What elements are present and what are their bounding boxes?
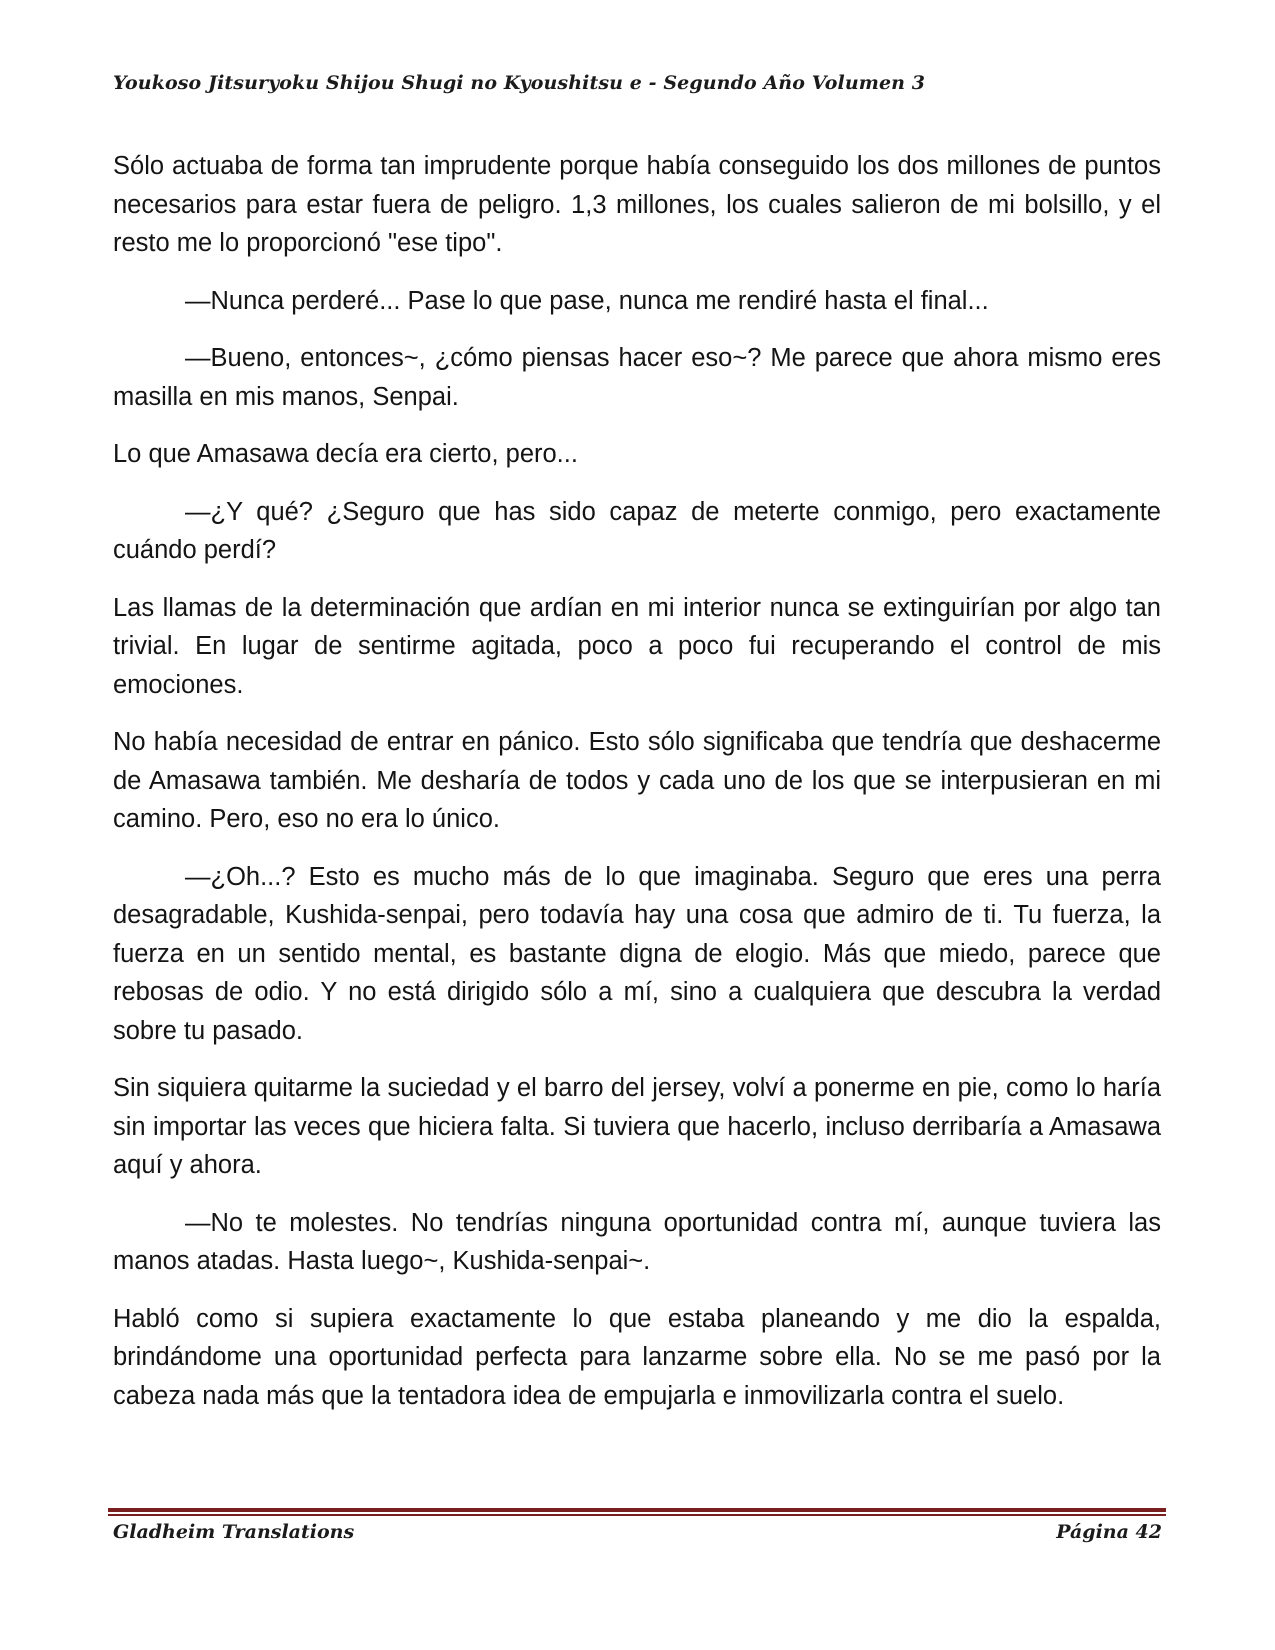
footer-divider-thick bbox=[108, 1508, 1166, 1512]
dialogue-paragraph: —Bueno, entonces~, ¿cómo piensas hacer eso~? Me parece que ahora mismo eres masilla en mis manos, Senpai. bbox=[113, 344, 1161, 411]
footer-divider-thin bbox=[108, 1514, 1166, 1516]
paragraph: Lo que Amasawa decía era cierto, pero... bbox=[113, 440, 578, 468]
paragraph: No había necesidad de entrar en pánico. Esto sólo significaba que tendría que deshacerme de Amasawa también. Me desharía de todos y cada uno de los que se interpusieran en mi camino. Pero, eso no era lo único. bbox=[113, 728, 1161, 833]
paragraph: Habló como si supiera exactamente lo que estaba planeando y me dio la espalda, brindándome una oportunidad perfecta para lanzarme sobre ella. No se me pasó por la cabeza nada más que la tentadora idea de empujarla e inmovilizarla contra el suelo. bbox=[113, 1304, 1161, 1410]
footer-page-number: Página 42 bbox=[1056, 1521, 1162, 1543]
paragraph: Las llamas de la determinación que ardían en mi interior nunca se extinguirían por algo tan trivial. En lugar de sentirme agitada, poco a poco fui recuperando el control de mis emociones. bbox=[113, 593, 1161, 699]
dialogue-paragraph: —Nunca perderé... Pase lo que pase, nunca me rendiré hasta el final... bbox=[185, 286, 989, 315]
dialogue-paragraph: —No te molestes. No tendrías ninguna oportunidad contra mí, aunque tuviera las manos atadas. Hasta luego~, Kushida-senpai~. bbox=[113, 1208, 1161, 1275]
paragraph: Sólo actuaba de forma tan imprudente porque había conseguido los dos millones de puntos necesarios para estar fuera de peligro. 1,3 millones, los cuales salieron de mi bolsillo, y el resto me lo proporcionó "ese tipo". bbox=[113, 152, 1161, 257]
paragraph: Sin siquiera quitarme la suciedad y el barro del jersey, volví a ponerme en pie, como lo haría sin importar las veces que hiciera falta. Si tuviera que hacerlo, incluso derribaría a Amasawa aquí y ahora. bbox=[113, 1074, 1161, 1179]
page-header-title: Youkoso Jitsuryoku Shijou Shugi no Kyoushitsu e - Segundo Año Volumen 3 bbox=[113, 72, 926, 94]
footer-translator-name: Gladheim Translations bbox=[113, 1521, 355, 1543]
footer-divider bbox=[108, 1508, 1166, 1516]
page-body bbox=[113, 147, 1161, 1434]
dialogue-paragraph: —¿Oh...? Esto es mucho más de lo que imaginaba. Seguro que eres una perra desagradable, Kushida-senpai, pero todavía hay una cosa que admiro de ti. Tu fuerza, la fuerza en un sentido mental, es bastante digna de elogio. Más que miedo, parece que rebosas de odio. Y no está dirigido sólo a mí, sino a cualquiera que descubra la verdad sobre tu pasado. bbox=[113, 862, 1161, 1045]
dialogue-paragraph: —¿Y qué? ¿Seguro que has sido capaz de meterte conmigo, pero exactamente cuándo perdí? bbox=[113, 497, 1161, 564]
